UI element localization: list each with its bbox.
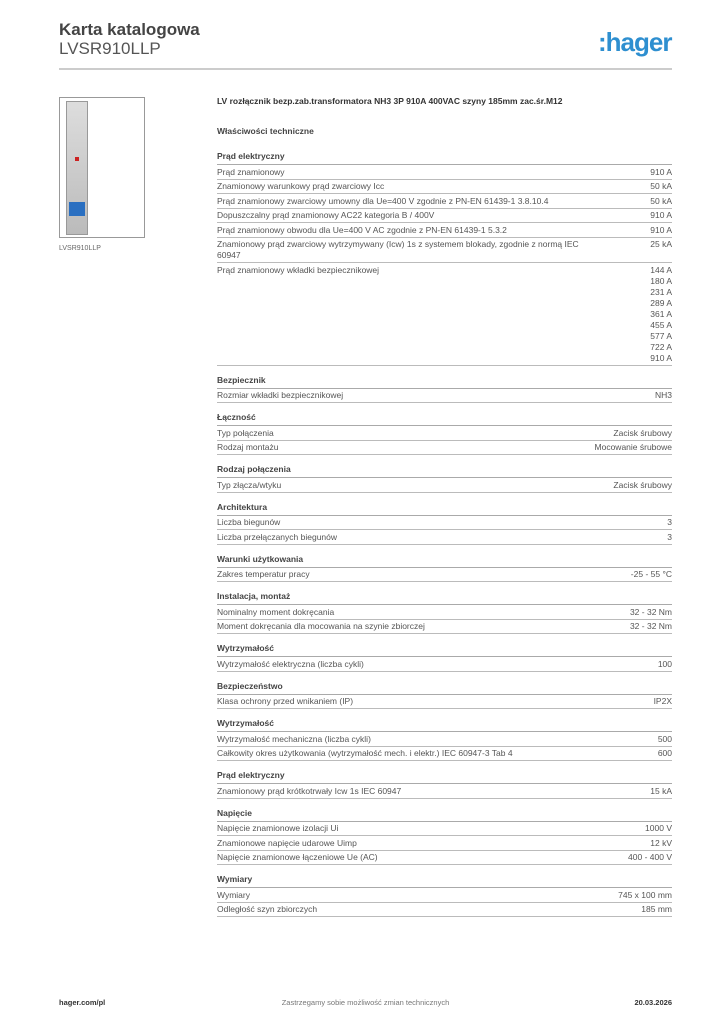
spec-label: Prąd znamionowy zwarciowy umowny dla Ue=400 V zgodnie z PN-EN 61439-1 3.8.10.4	[217, 195, 549, 206]
spec-value-item: Zacisk śrubowy	[613, 427, 672, 438]
spec-value-item: 50 kA	[650, 181, 672, 191]
spec-row	[217, 747, 672, 762]
spec-value-item: 15 kA	[650, 785, 672, 796]
spec-label: Typ złącza/wtyku	[217, 479, 282, 490]
header-divider	[59, 68, 672, 70]
spec-section	[217, 590, 672, 634]
section-title: Bezpiecznik	[217, 374, 672, 389]
spec-label: Całkowity okres użytkowania (wytrzymałość mech. i elektr.) IEC 60947-3 Tab 4	[217, 748, 513, 758]
spec-label: Klasa ochrony przed wnikaniem (IP)	[217, 696, 354, 706]
spec-section	[217, 680, 672, 710]
spec-value-item: 910 A	[650, 210, 672, 220]
spec-row	[217, 441, 672, 456]
spec-label: Prąd znamionowy	[217, 166, 285, 177]
spec-section	[217, 769, 672, 799]
spec-value-item: -25 - 55 °C	[630, 569, 672, 579]
spec-value-item: 144 A	[650, 264, 672, 275]
section-title: Rodzaj połączenia	[217, 463, 672, 478]
section-title: Bezpieczeństwo	[217, 680, 672, 695]
spec-value	[667, 532, 672, 543]
spec-row	[217, 822, 672, 837]
spec-value	[613, 428, 672, 439]
spec-value	[630, 607, 672, 618]
spec-section	[217, 501, 672, 545]
section-title: Wytrzymałość	[217, 717, 672, 732]
spec-section	[217, 374, 672, 404]
product-code: LVSR910LLP	[59, 39, 161, 58]
spec-label: Dopuszczalny prąd znamionowy AC22 kategoria B / 400V	[217, 210, 435, 220]
spec-value-item: Mocowanie śrubowe	[594, 442, 672, 452]
spec-label: Moment dokręcania dla mocowania na szynie zbiorczej	[217, 621, 425, 631]
spec-label: Liczba biegunów	[217, 517, 281, 527]
spec-value	[650, 265, 672, 364]
spec-value-item: 745 x 100 mm	[618, 889, 672, 900]
spec-section	[217, 642, 672, 672]
spec-value-item: 910 A	[650, 166, 672, 177]
spec-row	[217, 516, 672, 531]
spec-section	[217, 411, 672, 455]
spec-value-item: 910 A	[650, 224, 672, 235]
spec-row	[217, 263, 672, 366]
spec-label: Napięcie znamionowe łączeniowe Ue (AC)	[217, 852, 378, 862]
spec-row	[217, 851, 672, 866]
spec-label: Liczba przełączanych biegunów	[217, 531, 338, 542]
spec-value	[650, 838, 672, 849]
spec-label: Rodzaj montażu	[217, 442, 279, 452]
section-title: Instalacja, montaż	[217, 590, 672, 605]
footer-note: Zastrzegamy sobie możliwość zmian technicznych	[281, 998, 450, 1007]
spec-value	[650, 225, 672, 236]
spec-label: Zakres temperatur pracy	[217, 569, 310, 579]
spec-value	[613, 480, 672, 491]
spec-value-item: 722 A	[650, 341, 672, 352]
spec-value-item: 50 kA	[650, 195, 672, 206]
spec-value	[630, 621, 672, 632]
spec-row	[217, 389, 672, 404]
spec-value	[628, 852, 672, 863]
content	[217, 96, 672, 917]
spec-label: Napięcie znamionowe izolacji Ui	[217, 823, 339, 833]
spec-value-item: 180 A	[650, 275, 672, 286]
switch-disconnector-picture	[66, 101, 88, 235]
spec-value-item: 600	[657, 748, 672, 758]
spec-value	[650, 167, 672, 178]
spec-value-item: 289 A	[650, 297, 672, 308]
spec-label: Znamionowy prąd zwarciowy wytrzymywany (Icw) 1s z systemem blokady, zgodnie z normą IEC 60947	[217, 239, 579, 260]
spec-value	[631, 569, 672, 580]
section-title: Prąd elektryczny	[217, 769, 672, 784]
spec-value-item: 185 mm	[641, 904, 672, 914]
spec-section	[217, 553, 672, 583]
section-title: Wytrzymałość	[217, 642, 672, 657]
spec-row	[217, 605, 672, 620]
section-title: Napięcie	[217, 807, 672, 822]
spec-section	[217, 873, 672, 917]
spec-label: Rozmiar wkładki bezpiecznikowej	[217, 390, 344, 400]
spec-value-item: 3	[667, 517, 672, 527]
spec-value	[658, 659, 672, 670]
spec-label: Wytrzymałość mechaniczna (liczba cykli)	[217, 733, 371, 744]
spec-value-item: 910 A	[650, 352, 672, 363]
page-title: Karta katalogowa	[59, 20, 200, 39]
spec-sections	[217, 150, 672, 917]
section-title: Łączność	[217, 411, 672, 426]
section-title: Warunki użytkowania	[217, 553, 672, 568]
spec-section	[217, 150, 672, 366]
spec-label: Prąd znamionowy obwodu dla Ue=400 V AC zgodnie z PN-EN 61439-1 5.3.2	[217, 224, 507, 235]
spec-value	[618, 890, 672, 901]
spec-value	[645, 823, 672, 834]
spec-row	[217, 695, 672, 710]
spec-row	[217, 426, 672, 441]
spec-row	[217, 620, 672, 635]
section-title: Wymiary	[217, 873, 672, 888]
spec-row	[217, 732, 672, 747]
image-caption: LVSR910LLP	[59, 245, 101, 252]
spec-row	[217, 530, 672, 545]
spec-row	[217, 238, 672, 264]
spec-row	[217, 568, 672, 583]
spec-section	[217, 463, 672, 493]
spec-value-item: 455 A	[650, 319, 672, 330]
spec-value	[595, 442, 672, 453]
spec-value-item: NH3	[654, 390, 672, 400]
spec-value-item: 400 - 400 V	[628, 852, 672, 862]
spec-value-item: 231 A	[650, 286, 672, 297]
spec-value	[650, 239, 672, 261]
hager-logo: :hager	[598, 27, 672, 57]
spec-label: Wymiary	[217, 889, 250, 900]
spec-value-item: 32 - 32 Nm	[629, 621, 672, 631]
spec-value	[641, 904, 672, 915]
spec-value	[650, 210, 672, 221]
section-title: Architektura	[217, 501, 672, 516]
spec-value-item: Zacisk śrubowy	[613, 479, 672, 490]
spec-label: Nominalny moment dokręcania	[217, 606, 335, 617]
footer-website-link[interactable]: hager.com/pl	[59, 998, 106, 1007]
spec-label: Znamionowy prąd krótkotrwały Icw 1s IEC 60947	[217, 785, 402, 796]
spec-row	[217, 784, 672, 799]
spec-value	[658, 748, 672, 759]
spec-value-item: IP2X	[653, 696, 672, 706]
spec-row	[217, 165, 672, 180]
spec-value	[650, 786, 672, 797]
spec-value-item: 3	[667, 531, 672, 542]
product-description: LV rozłącznik bezp.zab.transformatora NH3 3P 910A 400VAC szyny 185mm zac.śr.M12	[217, 96, 563, 106]
spec-label: Odległość szyn zbiorczych	[217, 904, 318, 914]
spec-value-item: 32 - 32 Nm	[629, 606, 672, 617]
spec-value-item: 25 kA	[650, 239, 672, 249]
spec-row	[217, 657, 672, 672]
spec-value	[655, 390, 672, 401]
spec-value	[654, 696, 672, 707]
spec-value	[658, 734, 672, 745]
spec-value-item: 12 kV	[650, 837, 672, 848]
product-image	[59, 97, 145, 238]
spec-value-item: 577 A	[650, 330, 672, 341]
spec-label: Prąd znamionowy wkładki bezpiecznikowej	[217, 264, 380, 275]
spec-row	[217, 903, 672, 918]
spec-value-item: 100	[657, 658, 672, 669]
spec-row	[217, 209, 672, 224]
spec-row	[217, 478, 672, 493]
spec-row	[217, 888, 672, 903]
spec-label: Znamionowe napięcie udarowe Uimp	[217, 837, 357, 848]
spec-label: Typ połączenia	[217, 427, 274, 438]
spec-section	[217, 717, 672, 761]
spec-value-item: 361 A	[650, 308, 672, 319]
spec-section	[217, 807, 672, 866]
spec-row	[217, 194, 672, 209]
spec-value	[650, 196, 672, 207]
spec-value	[667, 517, 672, 528]
section-title: Prąd elektryczny	[217, 150, 672, 165]
spec-value-item: 500	[657, 733, 672, 744]
spec-row	[217, 180, 672, 195]
spec-label: Znamionowy warunkowy prąd zwarciowy Icc	[217, 181, 385, 191]
spec-row	[217, 836, 672, 851]
spec-value	[650, 181, 672, 192]
footer-date: 20.03.2026	[634, 998, 672, 1007]
spec-row	[217, 223, 672, 238]
spec-label: Wytrzymałość elektryczna (liczba cykli)	[217, 658, 364, 669]
properties-title: Właściwości techniczne	[217, 126, 314, 136]
spec-value-item: 1000 V	[645, 823, 672, 833]
